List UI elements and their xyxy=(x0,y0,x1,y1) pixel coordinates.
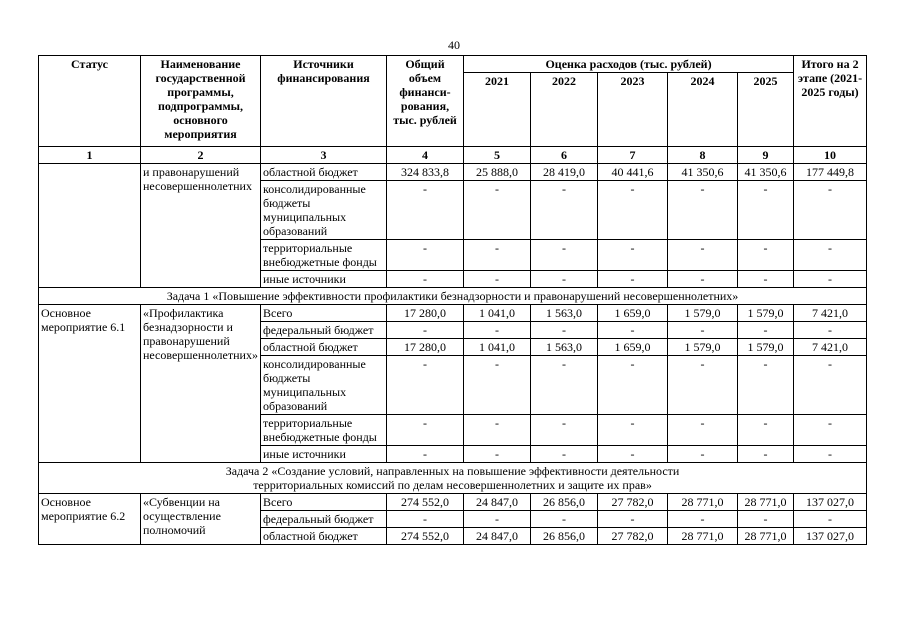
header-status: Статус xyxy=(39,56,141,147)
year-cell: - xyxy=(464,181,531,240)
source-cell: областной бюджет xyxy=(261,164,387,181)
total-cell: - xyxy=(387,356,464,415)
program-name-cell: «Субвенции на осуществление полномочий xyxy=(141,494,261,545)
header-year: 2025 xyxy=(738,73,794,147)
column-number: 4 xyxy=(387,147,464,164)
year-cell: - xyxy=(598,181,668,240)
source-cell: территориальные внебюджетные фонды xyxy=(261,415,387,446)
year-cell: - xyxy=(738,511,794,528)
stage-total-cell: 7 421,0 xyxy=(794,339,867,356)
year-cell: 1 563,0 xyxy=(531,305,598,322)
task-heading-line: территориальных комиссий по делам несовершеннолетних и защите их прав» xyxy=(253,478,652,492)
status-cell: Основное мероприятие 6.2 xyxy=(39,494,141,545)
total-cell: - xyxy=(387,415,464,446)
year-cell: 1 579,0 xyxy=(738,305,794,322)
total-cell: - xyxy=(387,181,464,240)
year-cell: 28 771,0 xyxy=(738,494,794,511)
source-cell: иные источники xyxy=(261,446,387,463)
year-cell: - xyxy=(738,240,794,271)
year-cell: - xyxy=(738,415,794,446)
column-number-row xyxy=(39,147,867,164)
stage-total-cell: 137 027,0 xyxy=(794,494,867,511)
task-heading xyxy=(39,463,867,494)
stage-total-cell: - xyxy=(794,415,867,446)
year-cell: - xyxy=(464,271,531,288)
total-cell: 274 552,0 xyxy=(387,528,464,545)
source-cell: федеральный бюджет xyxy=(261,322,387,339)
table-row xyxy=(39,305,867,322)
year-cell: 27 782,0 xyxy=(598,528,668,545)
header-sources: Источники финансирования xyxy=(261,56,387,147)
task-heading-line: Задача 2 «Создание условий, направленных на повышение эффективности деятельности xyxy=(225,464,680,478)
year-cell: 28 771,0 xyxy=(738,528,794,545)
year-cell: - xyxy=(464,446,531,463)
year-cell: - xyxy=(668,415,738,446)
year-cell: 41 350,6 xyxy=(738,164,794,181)
header-row-1 xyxy=(39,56,867,73)
column-number: 9 xyxy=(738,147,794,164)
budget-table xyxy=(38,55,867,545)
total-cell: - xyxy=(387,446,464,463)
column-number: 8 xyxy=(668,147,738,164)
year-cell: 1 579,0 xyxy=(738,339,794,356)
year-cell: - xyxy=(668,240,738,271)
year-cell: 1 659,0 xyxy=(598,339,668,356)
year-cell: 24 847,0 xyxy=(464,528,531,545)
stage-total-cell: 7 421,0 xyxy=(794,305,867,322)
year-cell: - xyxy=(738,271,794,288)
year-cell: - xyxy=(738,181,794,240)
year-cell: - xyxy=(598,511,668,528)
column-number: 2 xyxy=(141,147,261,164)
column-number: 3 xyxy=(261,147,387,164)
total-cell: 324 833,8 xyxy=(387,164,464,181)
year-cell: 40 441,6 xyxy=(598,164,668,181)
year-cell: 1 579,0 xyxy=(668,305,738,322)
column-number: 10 xyxy=(794,147,867,164)
year-cell: 26 856,0 xyxy=(531,528,598,545)
header-estimate: Оценка расходов (тыс. рублей) xyxy=(464,56,794,73)
source-cell: консолидированные бюджеты муниципальных образований xyxy=(261,181,387,240)
year-cell: - xyxy=(668,446,738,463)
source-cell: федеральный бюджет xyxy=(261,511,387,528)
header-stage-total: Итого на 2 этапе (2021-2025 годы) xyxy=(794,56,867,147)
year-cell: - xyxy=(598,356,668,415)
year-cell: - xyxy=(531,415,598,446)
program-name-cell: и правонарушений несовершеннолетних xyxy=(141,164,261,288)
table-row xyxy=(39,164,867,181)
year-cell: - xyxy=(464,356,531,415)
total-cell: - xyxy=(387,271,464,288)
total-cell: 17 280,0 xyxy=(387,305,464,322)
stage-total-cell: - xyxy=(794,240,867,271)
year-cell: 28 771,0 xyxy=(668,494,738,511)
stage-total-cell: - xyxy=(794,181,867,240)
source-cell: Всего xyxy=(261,494,387,511)
stage-total-cell: 177 449,8 xyxy=(794,164,867,181)
year-cell: 28 419,0 xyxy=(531,164,598,181)
year-cell: 41 350,6 xyxy=(668,164,738,181)
stage-total-cell: - xyxy=(794,356,867,415)
year-cell: 28 771,0 xyxy=(668,528,738,545)
header-name: Наименование государственной программы, подпрограммы, основного мероприятия xyxy=(141,56,261,147)
total-cell: - xyxy=(387,240,464,271)
column-number: 7 xyxy=(598,147,668,164)
page-number: 40 xyxy=(448,38,460,52)
year-cell: - xyxy=(668,271,738,288)
year-cell: 1 579,0 xyxy=(668,339,738,356)
stage-total-cell: - xyxy=(794,446,867,463)
column-number: 1 xyxy=(39,147,141,164)
year-cell: - xyxy=(598,240,668,271)
year-cell: 25 888,0 xyxy=(464,164,531,181)
year-cell: - xyxy=(738,446,794,463)
stage-total-cell: - xyxy=(794,511,867,528)
status-cell: Основное мероприятие 6.1 xyxy=(39,305,141,463)
year-cell: - xyxy=(531,271,598,288)
header-year: 2021 xyxy=(464,73,531,147)
year-cell: - xyxy=(668,356,738,415)
year-cell: 1 563,0 xyxy=(531,339,598,356)
header-total: Общий объем финанси-рования, тыс. рублей xyxy=(387,56,464,147)
year-cell: - xyxy=(464,322,531,339)
task-row xyxy=(39,288,867,305)
year-cell: 1 659,0 xyxy=(598,305,668,322)
year-cell: - xyxy=(531,511,598,528)
year-cell: - xyxy=(598,415,668,446)
total-cell: 274 552,0 xyxy=(387,494,464,511)
source-cell: консолидированные бюджеты муниципальных образований xyxy=(261,356,387,415)
year-cell: - xyxy=(738,356,794,415)
column-number: 5 xyxy=(464,147,531,164)
year-cell: 26 856,0 xyxy=(531,494,598,511)
year-cell: - xyxy=(464,511,531,528)
year-cell: 1 041,0 xyxy=(464,339,531,356)
source-cell: иные источники xyxy=(261,271,387,288)
source-cell: Всего xyxy=(261,305,387,322)
table-row xyxy=(39,494,867,511)
header-year: 2022 xyxy=(531,73,598,147)
year-cell: 27 782,0 xyxy=(598,494,668,511)
year-cell: - xyxy=(464,240,531,271)
header-year: 2024 xyxy=(668,73,738,147)
year-cell: - xyxy=(531,446,598,463)
header-year: 2023 xyxy=(598,73,668,147)
year-cell: - xyxy=(738,322,794,339)
source-cell: областной бюджет xyxy=(261,339,387,356)
year-cell: - xyxy=(598,322,668,339)
column-number: 6 xyxy=(531,147,598,164)
status-cell xyxy=(39,164,141,288)
source-cell: территориальные внебюджетные фонды xyxy=(261,240,387,271)
total-cell: - xyxy=(387,511,464,528)
stage-total-cell: - xyxy=(794,322,867,339)
year-cell: 24 847,0 xyxy=(464,494,531,511)
total-cell: 17 280,0 xyxy=(387,339,464,356)
task-heading: Задача 1 «Повышение эффективности профилактики безнадзорности и правонарушений несовершеннолетних» xyxy=(39,288,867,305)
stage-total-cell: 137 027,0 xyxy=(794,528,867,545)
source-cell: областной бюджет xyxy=(261,528,387,545)
year-cell: 1 041,0 xyxy=(464,305,531,322)
year-cell: - xyxy=(598,446,668,463)
total-cell: - xyxy=(387,322,464,339)
year-cell: - xyxy=(464,415,531,446)
year-cell: - xyxy=(668,181,738,240)
year-cell: - xyxy=(531,322,598,339)
stage-total-cell: - xyxy=(794,271,867,288)
task-row xyxy=(39,463,867,494)
year-cell: - xyxy=(598,271,668,288)
year-cell: - xyxy=(531,240,598,271)
year-cell: - xyxy=(668,511,738,528)
program-name-cell: «Профилактика безнадзорности и правонарушений несовершеннолетних» xyxy=(141,305,261,463)
year-cell: - xyxy=(531,356,598,415)
year-cell: - xyxy=(668,322,738,339)
year-cell: - xyxy=(531,181,598,240)
